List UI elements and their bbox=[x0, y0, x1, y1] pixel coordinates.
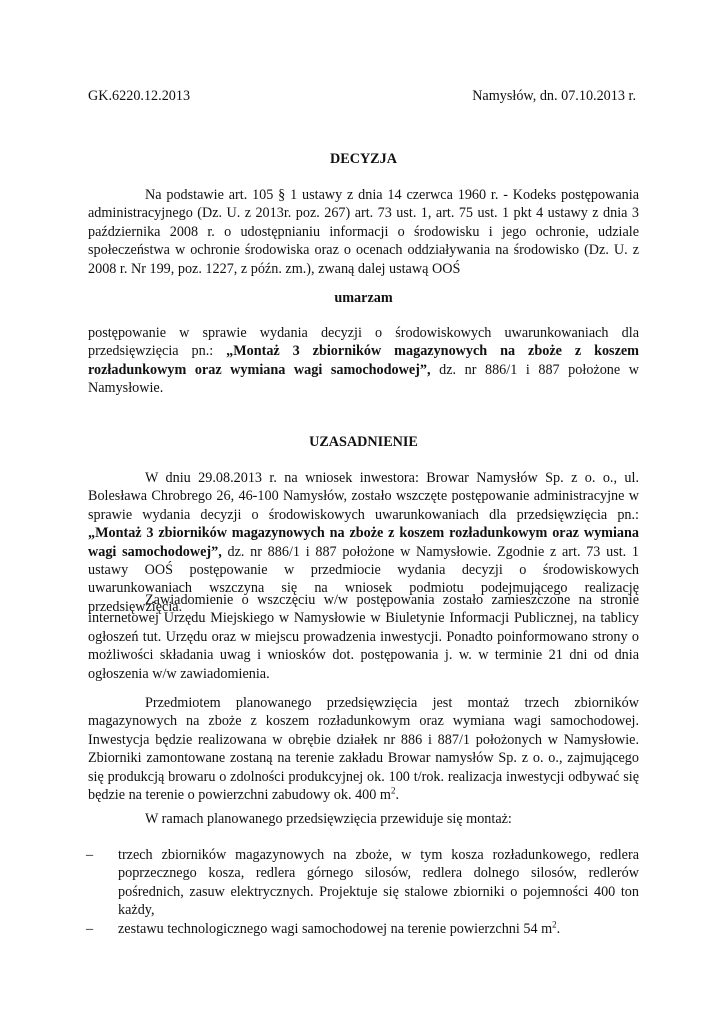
list-item bbox=[88, 846, 639, 920]
list-item bbox=[88, 920, 639, 938]
list-item-text: zestawu technologicznego wagi samochodowej na terenie powierzchni 54 m bbox=[118, 920, 553, 937]
list-dash: – bbox=[86, 847, 94, 863]
decision-suffix: dz. nr 886/1 i 887 położone w Namysłowie. bbox=[88, 361, 639, 397]
legal-basis-paragraph: Na podstawie art. 105 § 1 ustawy z dnia 14 czerwca 1960 r. - Kodeks postępowania administracyjnego (Dz. U. z 2013r. poz. 267) art. 73 ust. 1, art. 75 ust. 1 pkt 4 ustawy z dnia 3 października 2008 r. o udostępnianiu informacji o środowisku i jego ochronie, udziale społeczeństwa w ochronie środowiska oraz o ocenach oddziaływania na środowisko (Dz. U. z 2008 r. Nr 199, poz. 1227, z późn. zm.), zwaną dalej ustawą OOŚ bbox=[88, 187, 639, 277]
list-item-text: trzech zbiorników magazynowych na zboże, w tym kosza rozładunkowego, redlera poprzecznego kosza, redlera górnego silosów, redlera dolnego silosów, redlerów pośrednich, zasuw elektrycznych. Projektuje się stalowe zbiorniki o pojemności 400 ton każdy, bbox=[118, 847, 639, 919]
equipment-list bbox=[88, 846, 639, 938]
list-item-superscript: 2 bbox=[552, 918, 557, 929]
decision-paragraph bbox=[88, 324, 639, 398]
justification-paragraph-3 bbox=[88, 694, 639, 804]
decision-word: umarzam bbox=[334, 290, 393, 306]
place-and-date: Namysłów, dn. 07.10.2013 r. bbox=[472, 88, 636, 104]
list-dash: – bbox=[86, 920, 94, 937]
justification-paragraph-2: Zawiadomienie o wszczęciu w/w postępowania zostało zamieszczone na stronie internetowej Urzędu Miejskiego w Namysłowie w Biuletynie Informacji Publicznej, na tablicy ogłoszeń tut. Urzędu oraz w miejscu prowadzenia inwestycji. Ponadto poinformowano strony o możliwości składania uwag i wniosków dot. postępowania j. w. w terminie 21 dni od dnia ogłoszenia w/w zawiadomienia. bbox=[88, 592, 639, 682]
para3-end: . bbox=[395, 787, 399, 804]
justification-paragraph-4: W ramach planowanego przedsięwzięcia przewiduje się montaż: bbox=[145, 811, 512, 827]
decision-prefix: postępowanie w sprawie wydania decyzji o środowiskowych uwarunkowaniach dla przedsięwzięcia pn.: bbox=[88, 325, 639, 360]
para1-suffix: dz. nr 886/1 i 887 położone w Namysłowie. Zgodnie z art. 73 ust. 1 ustawy OOŚ postępowanie w przedmiocie wydania decyzji o środowiskowych uwarunkowaniach wszczyna się na wniosek podmiotu podejmującego realizację przedsięwzięcia. bbox=[88, 543, 640, 615]
decision-title: DECYZJA bbox=[329, 151, 397, 167]
para1-project-name: „Montaż 3 zbiorników magazynowych na zboże z koszem rozładunkowym oraz wymiana wagi samochodowej”, bbox=[88, 525, 639, 560]
case-number: GK.6220.12.2013 bbox=[88, 88, 191, 104]
para1-prefix: W dniu 29.08.2013 r. na wniosek inwestora: Browar Namysłów Sp. z o. o., ul. Bolesława Chrobrego 26, 46-100 Namysłów, zostało wszczęte postępowanie administracyjne w sprawie wydania decyzji o środowiskowych uwarunkowaniach dla przedsięwzięcia pn.: bbox=[88, 470, 639, 523]
justification-title: UZASADNIENIE bbox=[309, 434, 418, 450]
decision-project-name: „Montaż 3 zbiorników magazynowych na zboże z koszem rozładunkowym oraz wymiana wagi samochodowej”, bbox=[88, 343, 639, 378]
list-item-end: . bbox=[556, 920, 561, 937]
para3-text: Przedmiotem planowanego przedsięwzięcia jest montaż trzech zbiorników magazynowych na zboże z koszem rozładunkowym oraz wymiana wagi samochodowej. Inwestycja będzie realizowana w obrębie działek nr 886 i 887/1 położonych w Namysłowie. Zbiorniki zamontowane zostaną na terenie zakładu Browar namysłów Sp. z o. o., zajmującego się produkcją browaru o zdolności produkcyjnej ok. 100 t/rok. realizacja inwestycji odbywać się będzie na terenie o powierzchni zabudowy ok. 400 m bbox=[88, 695, 639, 804]
para3-superscript: 2 bbox=[390, 785, 396, 796]
